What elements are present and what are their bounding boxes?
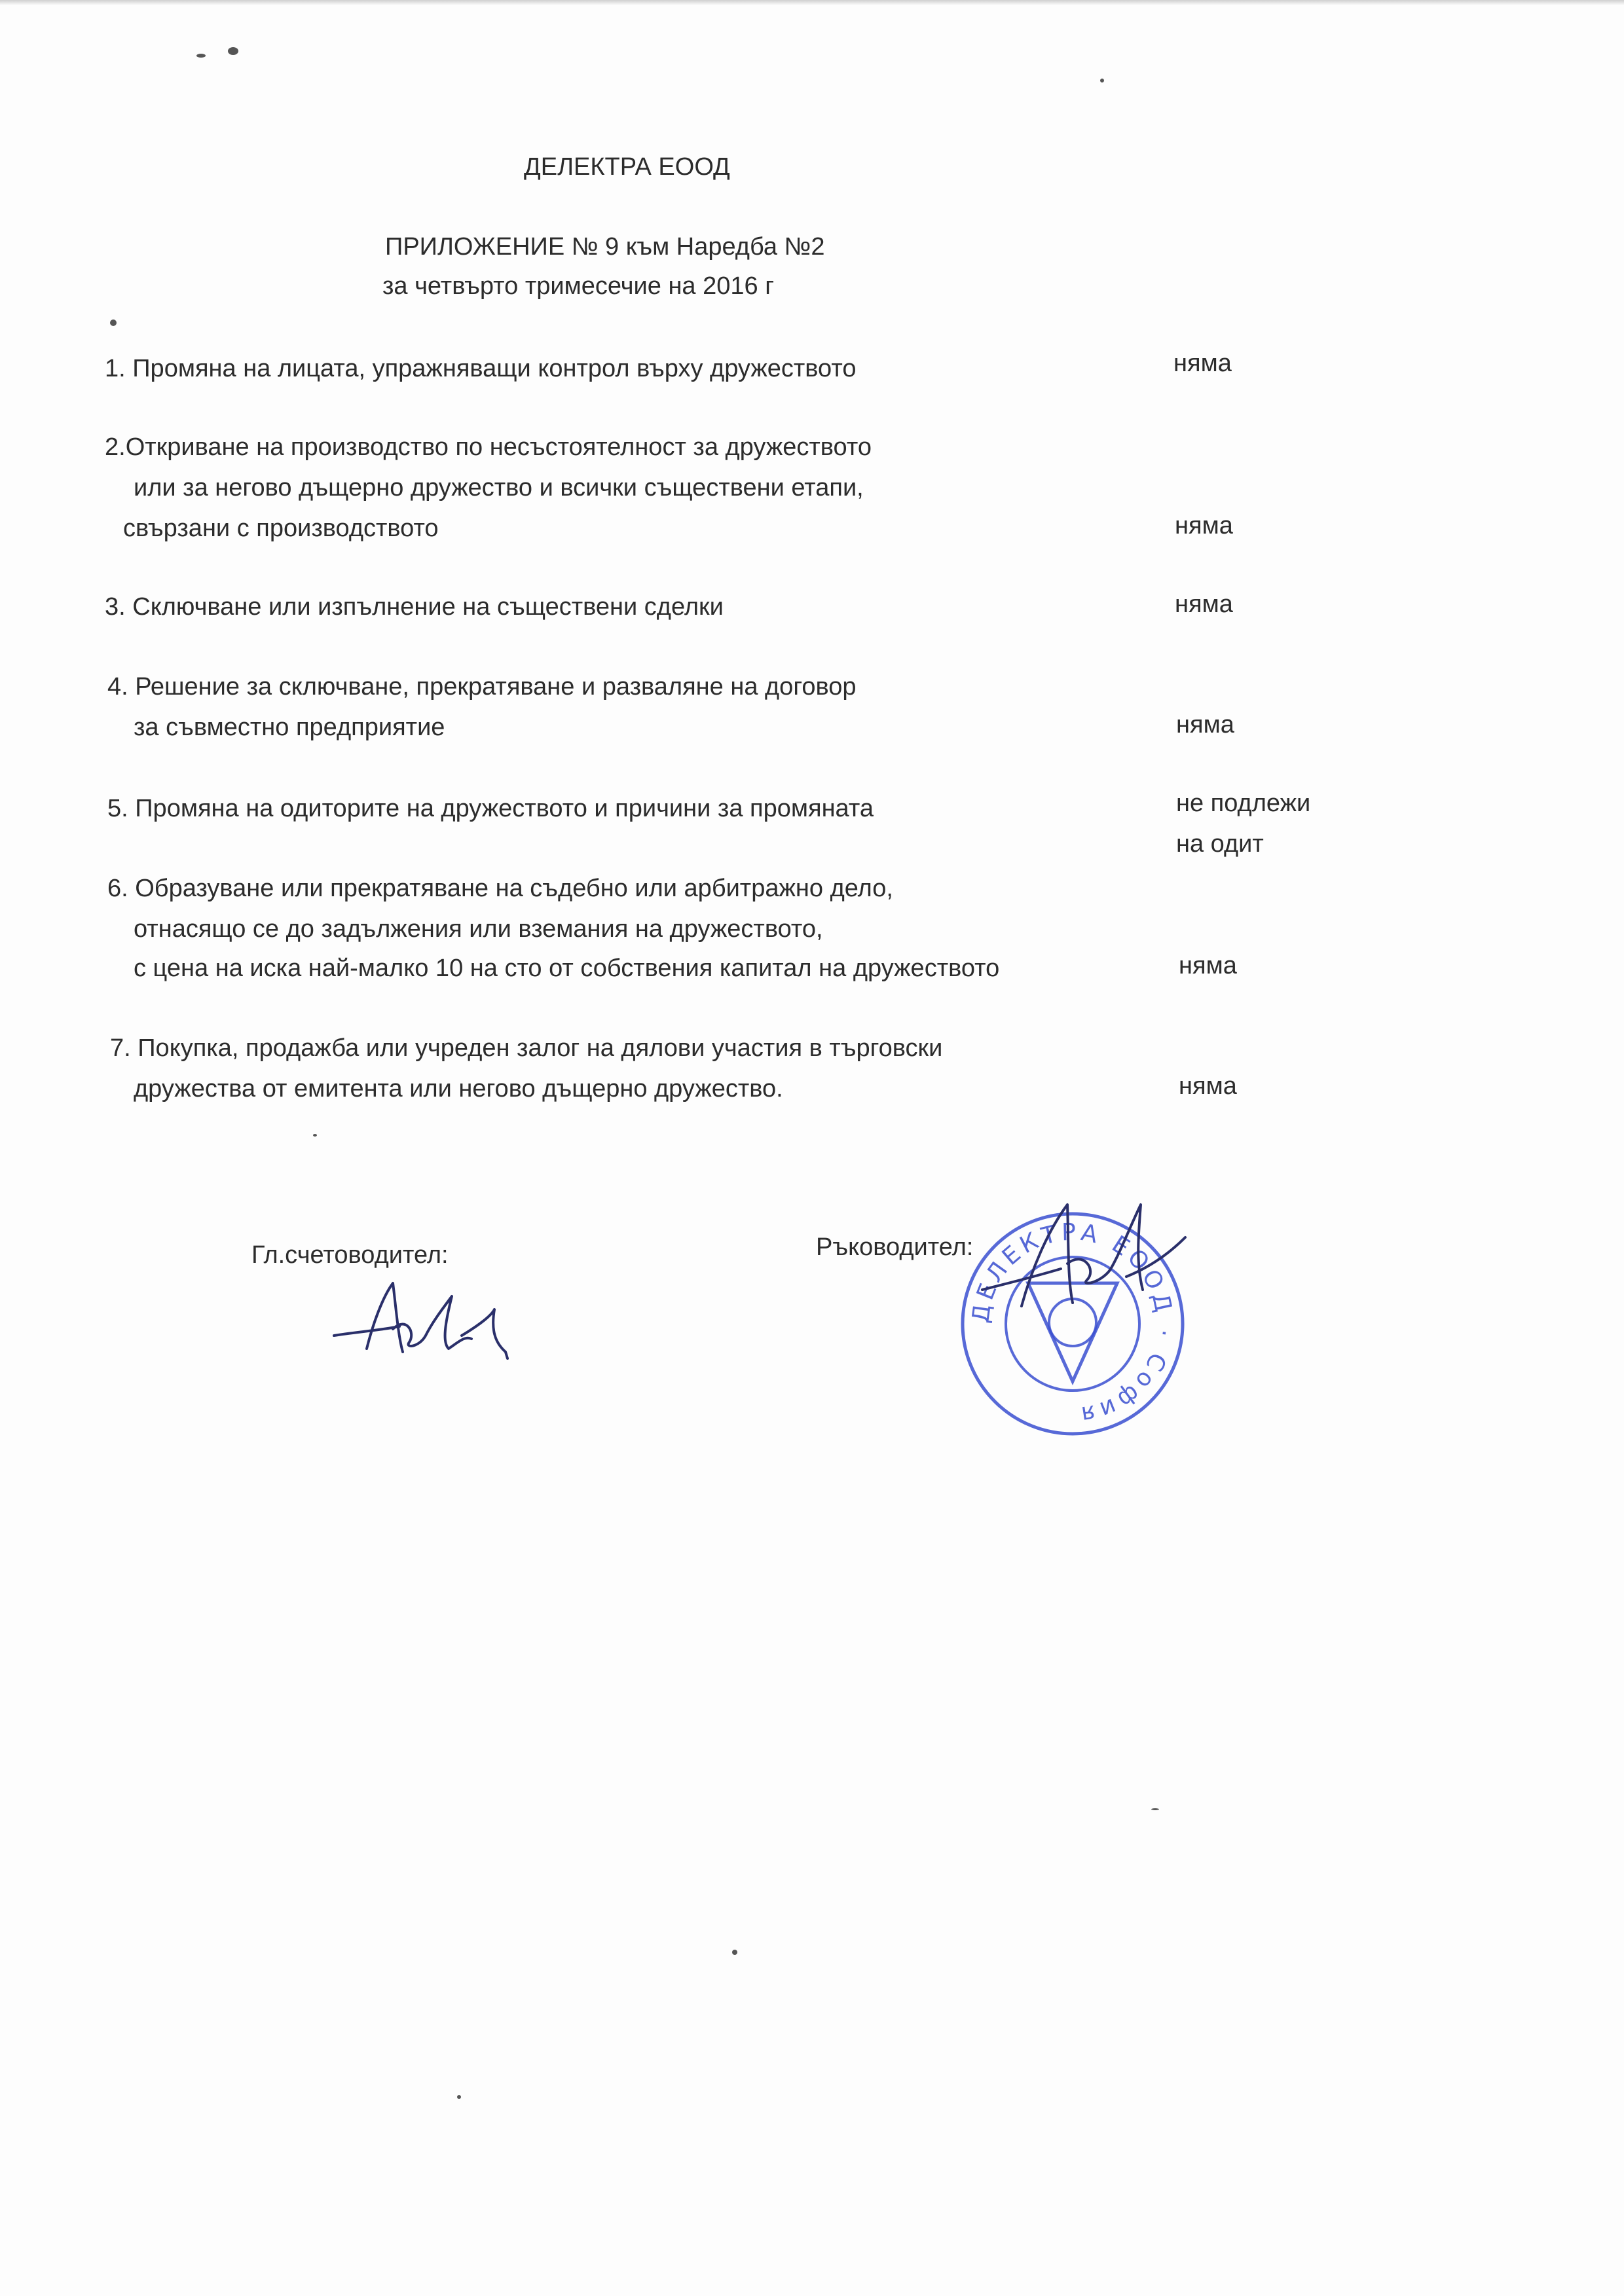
scan-speck [457, 2095, 461, 2099]
item-2-line-1: 2.Откриване на производство по несъстоятелност за дружеството [105, 433, 872, 461]
item-1-answer: няма [1173, 350, 1232, 377]
item-4-answer: няма [1176, 711, 1234, 738]
item-4-line-1: 4. Решение за сключване, прекратяване и разваляне на договор [107, 673, 857, 701]
scan-speck [732, 1950, 737, 1955]
scan-speck [1100, 79, 1104, 82]
scan-edge [0, 0, 1624, 5]
item-6-line-3: с цена на иска най-малко 10 на сто от собствения капитал на дружеството [134, 955, 1000, 982]
item-6-line-2: отнасящо се до задължения или вземания на дружеството, [134, 915, 823, 943]
appendix-period: за четвърто тримесечие на 2016 г [382, 272, 775, 300]
manager-label: Ръководител: [816, 1233, 974, 1261]
item-6-answer: няма [1179, 952, 1237, 979]
scan-speck [228, 47, 238, 55]
item-6-line-1: 6. Образуване или прекратяване на съдебно или арбитражно дело, [107, 875, 893, 902]
item-2-answer: няма [1175, 512, 1233, 539]
scan-speck [110, 319, 117, 326]
item-3-line-1: 3. Сключване или изпълнение на съществени сделки [105, 593, 724, 621]
scan-speck [1151, 1808, 1159, 1810]
accountant-signature [327, 1270, 524, 1375]
manager-signature [969, 1192, 1205, 1322]
company-name: ДЕЛЕКТРА ЕООД [524, 153, 730, 181]
scan-speck [313, 1134, 317, 1137]
item-2-line-2: или за негово дъщерно дружество и всички съществени етапи, [134, 474, 864, 501]
scan-speck [196, 54, 206, 58]
appendix-title: ПРИЛОЖЕНИЕ № 9 към Наредба №2 [385, 233, 825, 261]
item-5-answer-line-1: не подлежи [1176, 790, 1311, 817]
item-4-line-2: за съвместно предприятие [134, 714, 445, 741]
item-5-answer-line-2: на одит [1176, 830, 1264, 858]
stamp-text: ДЕЛЕКТРА ЕООД · София [967, 1218, 1178, 1429]
item-3-answer: няма [1175, 591, 1233, 618]
accountant-label: Гл.счетоводител: [251, 1241, 449, 1269]
item-7-line-1: 7. Покупка, продажба или учреден залог на дялови участия в търговски [110, 1034, 943, 1062]
item-5-line-1: 5. Промяна на одиторите на дружеството и причини за промяната [107, 795, 874, 822]
item-1-line-1: 1. Промяна на лицата, упражняващи контрол върху дружеството [105, 355, 857, 382]
item-7-answer: няма [1179, 1072, 1237, 1100]
item-7-line-2: дружества от емитента или негово дъщерно дружество. [134, 1075, 783, 1102]
item-2-line-3: свързани с производството [123, 515, 439, 542]
